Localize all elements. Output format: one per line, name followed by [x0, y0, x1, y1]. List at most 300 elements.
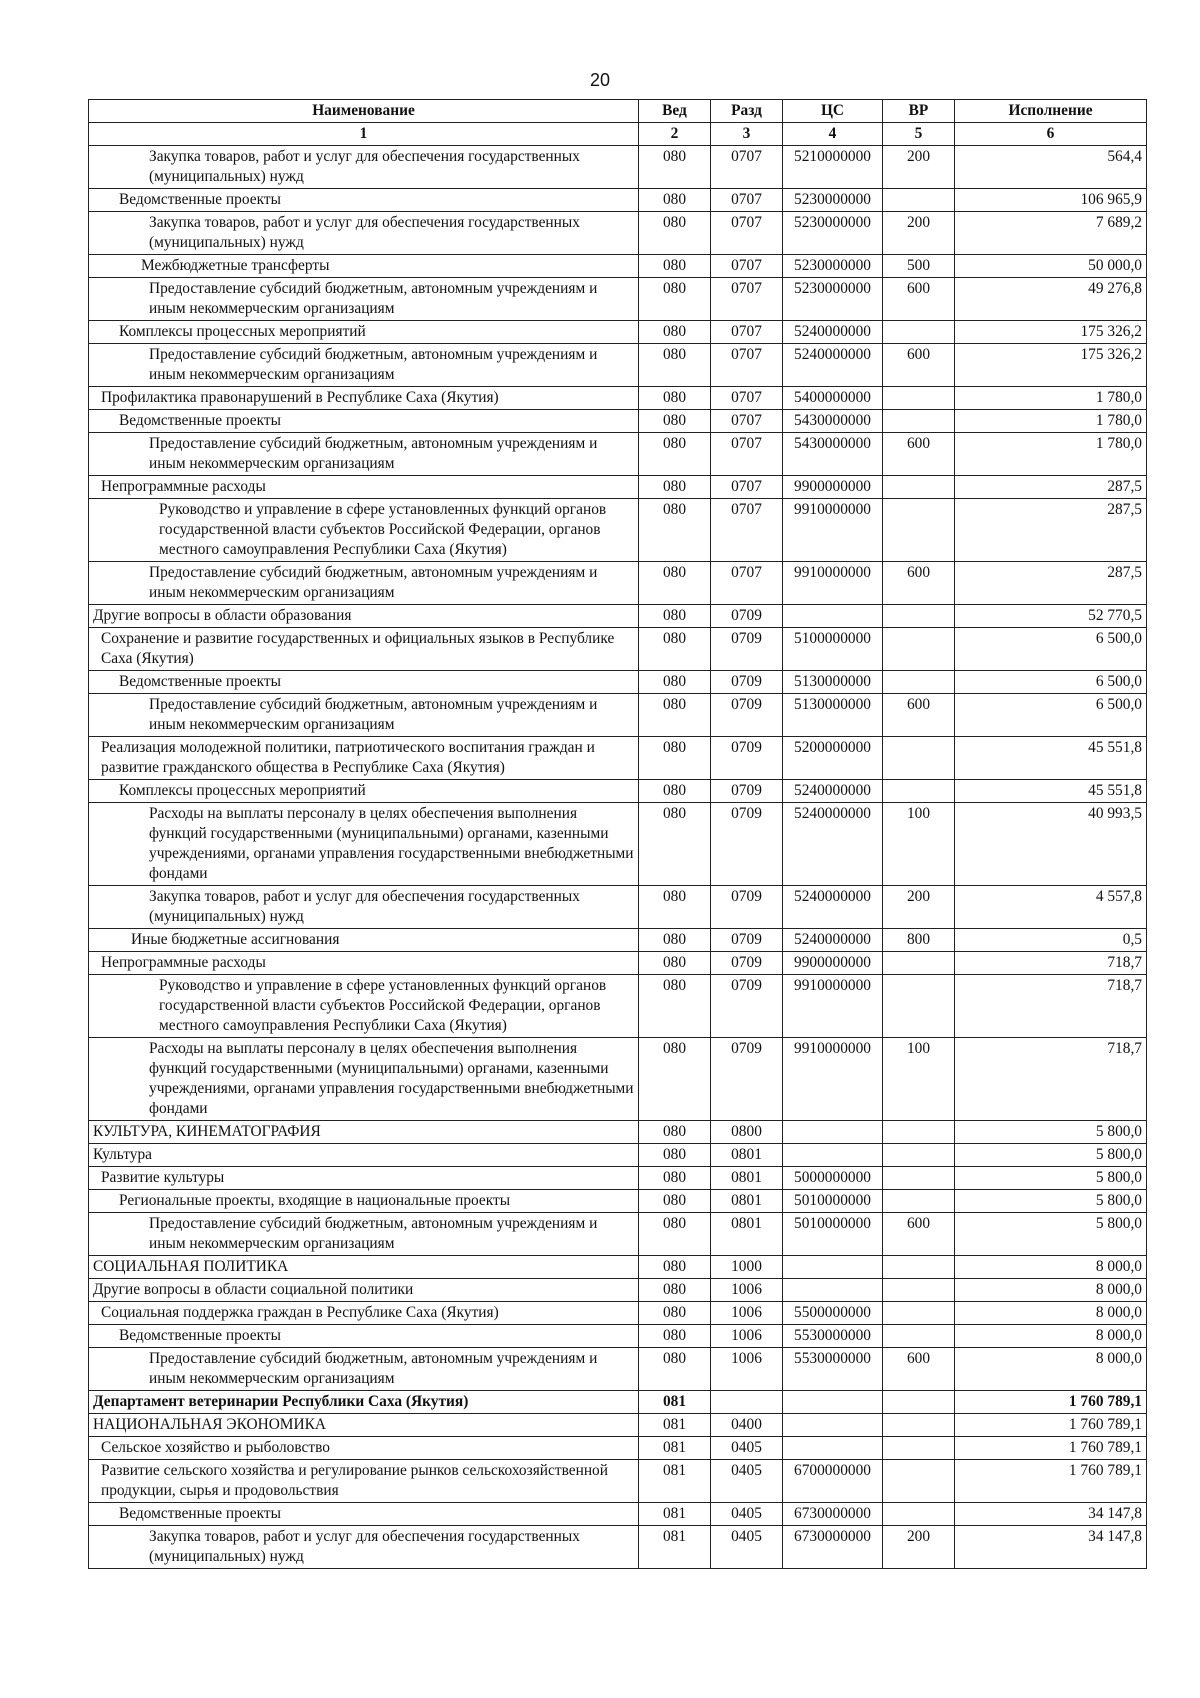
cell-isp: 49 276,8 [955, 278, 1147, 321]
cell-ved: 080 [639, 1167, 711, 1190]
cell-isp: 1 780,0 [955, 410, 1147, 433]
header-isp: Исполнение [955, 100, 1147, 123]
cell-vr [883, 1460, 955, 1503]
cell-ved: 080 [639, 344, 711, 387]
table-row [89, 929, 1147, 952]
cell-ved: 080 [639, 1348, 711, 1391]
header-razd: Разд [711, 100, 783, 123]
cell-ved: 081 [639, 1460, 711, 1503]
cell-vr [883, 605, 955, 628]
table-row [89, 387, 1147, 410]
cell-isp: 0,5 [955, 929, 1147, 952]
cell-ved: 080 [639, 410, 711, 433]
cell-razd: 1006 [711, 1279, 783, 1302]
table-row [89, 1256, 1147, 1279]
table-row [89, 694, 1147, 737]
cell-vr [883, 975, 955, 1038]
cell-ved: 080 [639, 886, 711, 929]
cell-name: Другие вопросы в области социальной политики [89, 1279, 639, 1302]
cell-isp: 564,4 [955, 146, 1147, 189]
table-row [89, 1121, 1147, 1144]
cell-name: Ведомственные проекты [89, 189, 639, 212]
column-index: 2 [639, 123, 711, 146]
table-body [89, 146, 1147, 1569]
cell-name: Закупка товаров, работ и услуг для обеспечения государственных (муниципальных) нужд [89, 1526, 639, 1569]
cell-cs: 5240000000 [783, 321, 883, 344]
table-row [89, 255, 1147, 278]
cell-isp: 7 689,2 [955, 212, 1147, 255]
table-row [89, 433, 1147, 476]
cell-razd: 0709 [711, 780, 783, 803]
cell-razd: 0709 [711, 737, 783, 780]
cell-ved: 080 [639, 737, 711, 780]
table-row [89, 803, 1147, 886]
cell-vr: 600 [883, 694, 955, 737]
table-row [89, 1503, 1147, 1526]
cell-name: Межбюджетные трансферты [89, 255, 639, 278]
cell-ved: 080 [639, 212, 711, 255]
cell-ved: 080 [639, 605, 711, 628]
cell-isp: 50 000,0 [955, 255, 1147, 278]
cell-vr [883, 1391, 955, 1414]
cell-name: Предоставление субсидий бюджетным, автономным учреждениям и иным некоммерческим организациям [89, 694, 639, 737]
cell-isp: 1 760 789,1 [955, 1414, 1147, 1437]
header-name: Наименование [89, 100, 639, 123]
cell-razd: 0405 [711, 1526, 783, 1569]
cell-ved: 080 [639, 671, 711, 694]
cell-name: Расходы на выплаты персоналу в целях обеспечения выполнения функций государственными (муниципальными) органами, казенными учреждениями, органами управления государственными внебюджетными фондами [89, 803, 639, 886]
cell-name: КУЛЬТУРА, КИНЕМАТОГРАФИЯ [89, 1121, 639, 1144]
cell-cs: 5240000000 [783, 780, 883, 803]
cell-razd: 0709 [711, 605, 783, 628]
column-index: 1 [89, 123, 639, 146]
cell-name: Ведомственные проекты [89, 410, 639, 433]
cell-razd: 0405 [711, 1503, 783, 1526]
cell-isp: 1 760 789,1 [955, 1460, 1147, 1503]
cell-cs: 5010000000 [783, 1190, 883, 1213]
cell-razd: 0709 [711, 929, 783, 952]
cell-name: Предоставление субсидий бюджетным, автономным учреждениям и иным некоммерческим организациям [89, 278, 639, 321]
cell-isp: 5 800,0 [955, 1213, 1147, 1256]
cell-name: Ведомственные проекты [89, 1503, 639, 1526]
cell-cs: 5530000000 [783, 1348, 883, 1391]
page-number: 20 [589, 70, 611, 90]
cell-cs: 5430000000 [783, 433, 883, 476]
table-row [89, 1391, 1147, 1414]
header-ved: Вед [639, 100, 711, 123]
cell-name: Предоставление субсидий бюджетным, автономным учреждениям и иным некоммерческим организациям [89, 1213, 639, 1256]
cell-isp: 1 780,0 [955, 387, 1147, 410]
cell-cs: 5400000000 [783, 387, 883, 410]
cell-ved: 080 [639, 476, 711, 499]
table-row [89, 344, 1147, 387]
cell-vr: 200 [883, 146, 955, 189]
cell-cs: 5210000000 [783, 146, 883, 189]
cell-ved: 080 [639, 1121, 711, 1144]
cell-isp: 5 800,0 [955, 1144, 1147, 1167]
cell-isp: 175 326,2 [955, 344, 1147, 387]
column-index: 4 [783, 123, 883, 146]
cell-razd: 0707 [711, 499, 783, 562]
cell-cs [783, 1256, 883, 1279]
column-index-row [89, 123, 1147, 146]
table-row [89, 476, 1147, 499]
cell-vr: 600 [883, 344, 955, 387]
column-index: 3 [711, 123, 783, 146]
cell-vr [883, 1190, 955, 1213]
cell-isp: 6 500,0 [955, 628, 1147, 671]
budget-execution-table [88, 99, 1147, 1569]
cell-razd: 0707 [711, 433, 783, 476]
table-row [89, 212, 1147, 255]
cell-ved: 081 [639, 1503, 711, 1526]
cell-razd: 0800 [711, 1121, 783, 1144]
cell-razd: 0707 [711, 212, 783, 255]
table-row [89, 278, 1147, 321]
cell-ved: 080 [639, 1190, 711, 1213]
table-row [89, 146, 1147, 189]
table-row [89, 671, 1147, 694]
cell-name: Непрограммные расходы [89, 476, 639, 499]
cell-cs: 9910000000 [783, 562, 883, 605]
cell-vr: 600 [883, 1213, 955, 1256]
cell-ved: 081 [639, 1526, 711, 1569]
cell-razd: 0709 [711, 952, 783, 975]
cell-vr [883, 1503, 955, 1526]
cell-name: Закупка товаров, работ и услуг для обеспечения государственных (муниципальных) нужд [89, 886, 639, 929]
cell-isp: 287,5 [955, 499, 1147, 562]
cell-name: Департамент ветеринарии Республики Саха (Якутия) [89, 1391, 639, 1414]
table-row [89, 410, 1147, 433]
cell-name: Профилактика правонарушений в Республике Саха (Якутия) [89, 387, 639, 410]
table-header-row [89, 100, 1147, 123]
cell-vr: 100 [883, 803, 955, 886]
cell-isp: 8 000,0 [955, 1348, 1147, 1391]
cell-isp: 1 760 789,1 [955, 1391, 1147, 1414]
cell-vr: 600 [883, 278, 955, 321]
cell-ved: 080 [639, 1256, 711, 1279]
cell-razd: 0707 [711, 278, 783, 321]
cell-cs: 5000000000 [783, 1167, 883, 1190]
cell-vr [883, 1302, 955, 1325]
cell-name: Предоставление субсидий бюджетным, автономным учреждениям и иным некоммерческим организациям [89, 562, 639, 605]
cell-ved: 080 [639, 780, 711, 803]
cell-name: Другие вопросы в области образования [89, 605, 639, 628]
cell-isp: 40 993,5 [955, 803, 1147, 886]
cell-razd: 0707 [711, 476, 783, 499]
cell-vr: 200 [883, 1526, 955, 1569]
cell-ved: 080 [639, 1213, 711, 1256]
table-row [89, 1348, 1147, 1391]
cell-vr: 200 [883, 212, 955, 255]
table-row [89, 975, 1147, 1038]
cell-razd: 0709 [711, 671, 783, 694]
cell-name: Руководство и управление в сфере установленных функций органов государственной власти субъектов Российской Федерации, органов местного самоуправления Республики Саха (Якутия) [89, 499, 639, 562]
cell-isp: 175 326,2 [955, 321, 1147, 344]
cell-cs: 5200000000 [783, 737, 883, 780]
cell-name: Развитие культуры [89, 1167, 639, 1190]
cell-ved: 081 [639, 1414, 711, 1437]
cell-razd: 0801 [711, 1213, 783, 1256]
table-row [89, 1190, 1147, 1213]
table-row [89, 1526, 1147, 1569]
cell-isp: 45 551,8 [955, 780, 1147, 803]
cell-name: Комплексы процессных мероприятий [89, 780, 639, 803]
cell-isp: 287,5 [955, 476, 1147, 499]
table-row [89, 1414, 1147, 1437]
cell-name: НАЦИОНАЛЬНАЯ ЭКОНОМИКА [89, 1414, 639, 1437]
cell-cs [783, 1391, 883, 1414]
cell-vr [883, 1437, 955, 1460]
cell-name: СОЦИАЛЬНАЯ ПОЛИТИКА [89, 1256, 639, 1279]
cell-razd: 0709 [711, 628, 783, 671]
cell-razd: 0707 [711, 255, 783, 278]
cell-vr [883, 1256, 955, 1279]
table-row [89, 189, 1147, 212]
cell-isp: 5 800,0 [955, 1167, 1147, 1190]
cell-vr [883, 780, 955, 803]
cell-cs: 5230000000 [783, 255, 883, 278]
cell-ved: 080 [639, 255, 711, 278]
cell-vr [883, 952, 955, 975]
cell-cs: 5230000000 [783, 278, 883, 321]
cell-cs [783, 1144, 883, 1167]
cell-isp: 8 000,0 [955, 1302, 1147, 1325]
cell-razd: 0801 [711, 1144, 783, 1167]
cell-isp: 34 147,8 [955, 1503, 1147, 1526]
cell-cs: 9900000000 [783, 476, 883, 499]
cell-isp: 8 000,0 [955, 1256, 1147, 1279]
cell-isp: 8 000,0 [955, 1325, 1147, 1348]
cell-vr [883, 387, 955, 410]
cell-isp: 718,7 [955, 952, 1147, 975]
cell-cs: 5240000000 [783, 803, 883, 886]
cell-isp: 4 557,8 [955, 886, 1147, 929]
cell-cs: 5240000000 [783, 344, 883, 387]
cell-ved: 080 [639, 929, 711, 952]
cell-name: Предоставление субсидий бюджетным, автономным учреждениям и иным некоммерческим организациям [89, 433, 639, 476]
cell-cs [783, 605, 883, 628]
cell-name: Социальная поддержка граждан в Республике Саха (Якутия) [89, 1302, 639, 1325]
cell-vr [883, 189, 955, 212]
cell-name: Развитие сельского хозяйства и регулирование рынков сельскохозяйственной продукции, сырья и продовольствия [89, 1460, 639, 1503]
table-row [89, 1279, 1147, 1302]
cell-razd: 1006 [711, 1348, 783, 1391]
cell-name: Сельское хозяйство и рыболовство [89, 1437, 639, 1460]
cell-cs: 5430000000 [783, 410, 883, 433]
cell-vr [883, 1414, 955, 1437]
cell-razd: 0709 [711, 975, 783, 1038]
cell-ved: 080 [639, 387, 711, 410]
cell-ved: 080 [639, 562, 711, 605]
cell-razd: 0707 [711, 410, 783, 433]
cell-isp: 718,7 [955, 1038, 1147, 1121]
cell-ved: 080 [639, 1302, 711, 1325]
cell-razd: 0707 [711, 387, 783, 410]
cell-isp: 45 551,8 [955, 737, 1147, 780]
cell-name: Иные бюджетные ассигнования [89, 929, 639, 952]
cell-cs [783, 1414, 883, 1437]
cell-isp: 1 760 789,1 [955, 1437, 1147, 1460]
cell-name: Закупка товаров, работ и услуг для обеспечения государственных (муниципальных) нужд [89, 212, 639, 255]
cell-vr: 500 [883, 255, 955, 278]
cell-ved: 080 [639, 1144, 711, 1167]
table-row [89, 321, 1147, 344]
cell-razd: 0709 [711, 803, 783, 886]
cell-vr [883, 476, 955, 499]
cell-cs [783, 1279, 883, 1302]
cell-name: Закупка товаров, работ и услуг для обеспечения государственных (муниципальных) нужд [89, 146, 639, 189]
table-row [89, 605, 1147, 628]
table-row [89, 1460, 1147, 1503]
cell-isp: 6 500,0 [955, 694, 1147, 737]
cell-name: Реализация молодежной политики, патриотического воспитания граждан и развитие гражданского общества в Республике Саха (Якутия) [89, 737, 639, 780]
header-cs: ЦС [783, 100, 883, 123]
cell-ved: 081 [639, 1437, 711, 1460]
cell-isp: 52 770,5 [955, 605, 1147, 628]
cell-razd [711, 1391, 783, 1414]
cell-cs: 6730000000 [783, 1526, 883, 1569]
cell-vr [883, 1121, 955, 1144]
cell-name: Руководство и управление в сфере установленных функций органов государственной власти субъектов Российской Федерации, органов местного самоуправления Республики Саха (Якутия) [89, 975, 639, 1038]
cell-razd: 0707 [711, 344, 783, 387]
cell-razd: 0707 [711, 562, 783, 605]
cell-razd: 1006 [711, 1302, 783, 1325]
cell-ved: 080 [639, 321, 711, 344]
table-row [89, 1038, 1147, 1121]
cell-cs: 5010000000 [783, 1213, 883, 1256]
cell-razd: 0405 [711, 1437, 783, 1460]
cell-cs: 6700000000 [783, 1460, 883, 1503]
cell-isp: 718,7 [955, 975, 1147, 1038]
cell-cs: 5130000000 [783, 694, 883, 737]
table-row [89, 1325, 1147, 1348]
cell-name: Ведомственные проекты [89, 1325, 639, 1348]
cell-vr: 600 [883, 433, 955, 476]
cell-ved: 081 [639, 1391, 711, 1414]
cell-ved: 080 [639, 975, 711, 1038]
table-row [89, 780, 1147, 803]
cell-ved: 080 [639, 1325, 711, 1348]
table-row [89, 1167, 1147, 1190]
table-row [89, 1302, 1147, 1325]
cell-ved: 080 [639, 499, 711, 562]
cell-vr: 800 [883, 929, 955, 952]
cell-razd: 0707 [711, 146, 783, 189]
cell-vr: 200 [883, 886, 955, 929]
cell-razd: 0400 [711, 1414, 783, 1437]
cell-razd: 1000 [711, 1256, 783, 1279]
cell-isp: 1 780,0 [955, 433, 1147, 476]
cell-razd: 0801 [711, 1167, 783, 1190]
table-row [89, 886, 1147, 929]
cell-vr [883, 410, 955, 433]
table-row [89, 1437, 1147, 1460]
cell-cs: 9910000000 [783, 1038, 883, 1121]
cell-vr [883, 628, 955, 671]
cell-isp: 8 000,0 [955, 1279, 1147, 1302]
table-row [89, 499, 1147, 562]
cell-ved: 080 [639, 1279, 711, 1302]
cell-vr [883, 671, 955, 694]
table-row [89, 628, 1147, 671]
cell-isp: 6 500,0 [955, 671, 1147, 694]
cell-razd: 0405 [711, 1460, 783, 1503]
cell-name: Региональные проекты, входящие в национальные проекты [89, 1190, 639, 1213]
table-row [89, 1213, 1147, 1256]
cell-ved: 080 [639, 433, 711, 476]
cell-cs: 9900000000 [783, 952, 883, 975]
cell-razd: 0709 [711, 1038, 783, 1121]
cell-isp: 5 800,0 [955, 1190, 1147, 1213]
cell-vr: 600 [883, 562, 955, 605]
cell-cs: 5130000000 [783, 671, 883, 694]
cell-cs: 5500000000 [783, 1302, 883, 1325]
cell-vr [883, 737, 955, 780]
cell-ved: 080 [639, 628, 711, 671]
table-row [89, 737, 1147, 780]
cell-name: Расходы на выплаты персоналу в целях обеспечения выполнения функций государственными (муниципальными) органами, казенными учреждениями, органами управления государственными внебюджетными фондами [89, 1038, 639, 1121]
cell-cs: 5240000000 [783, 929, 883, 952]
column-index: 6 [955, 123, 1147, 146]
cell-cs: 5240000000 [783, 886, 883, 929]
cell-isp: 34 147,8 [955, 1526, 1147, 1569]
cell-ved: 080 [639, 952, 711, 975]
cell-vr: 600 [883, 1348, 955, 1391]
cell-cs: 9910000000 [783, 499, 883, 562]
cell-vr [883, 1325, 955, 1348]
cell-cs: 5230000000 [783, 212, 883, 255]
cell-cs: 9910000000 [783, 975, 883, 1038]
cell-vr [883, 1279, 955, 1302]
header-vr: ВР [883, 100, 955, 123]
cell-name: Предоставление субсидий бюджетным, автономным учреждениям и иным некоммерческим организациям [89, 1348, 639, 1391]
cell-ved: 080 [639, 146, 711, 189]
cell-cs: 5230000000 [783, 189, 883, 212]
cell-ved: 080 [639, 694, 711, 737]
cell-cs: 5100000000 [783, 628, 883, 671]
cell-vr [883, 321, 955, 344]
column-index: 5 [883, 123, 955, 146]
cell-vr [883, 1144, 955, 1167]
table-row [89, 952, 1147, 975]
cell-ved: 080 [639, 189, 711, 212]
cell-razd: 0709 [711, 886, 783, 929]
cell-name: Комплексы процессных мероприятий [89, 321, 639, 344]
cell-cs: 5530000000 [783, 1325, 883, 1348]
cell-cs [783, 1437, 883, 1460]
cell-razd: 0801 [711, 1190, 783, 1213]
cell-vr [883, 499, 955, 562]
cell-razd: 1006 [711, 1325, 783, 1348]
cell-isp: 287,5 [955, 562, 1147, 605]
cell-name: Ведомственные проекты [89, 671, 639, 694]
cell-name: Предоставление субсидий бюджетным, автономным учреждениям и иным некоммерческим организациям [89, 344, 639, 387]
cell-cs: 6730000000 [783, 1503, 883, 1526]
table-row [89, 1144, 1147, 1167]
cell-razd: 0707 [711, 189, 783, 212]
cell-name: Культура [89, 1144, 639, 1167]
cell-vr: 100 [883, 1038, 955, 1121]
cell-isp: 5 800,0 [955, 1121, 1147, 1144]
cell-ved: 080 [639, 1038, 711, 1121]
cell-ved: 080 [639, 803, 711, 886]
cell-name: Сохранение и развитие государственных и официальных языков в Республике Саха (Якутия) [89, 628, 639, 671]
cell-razd: 0707 [711, 321, 783, 344]
cell-ved: 080 [639, 278, 711, 321]
cell-razd: 0709 [711, 694, 783, 737]
table-row [89, 562, 1147, 605]
